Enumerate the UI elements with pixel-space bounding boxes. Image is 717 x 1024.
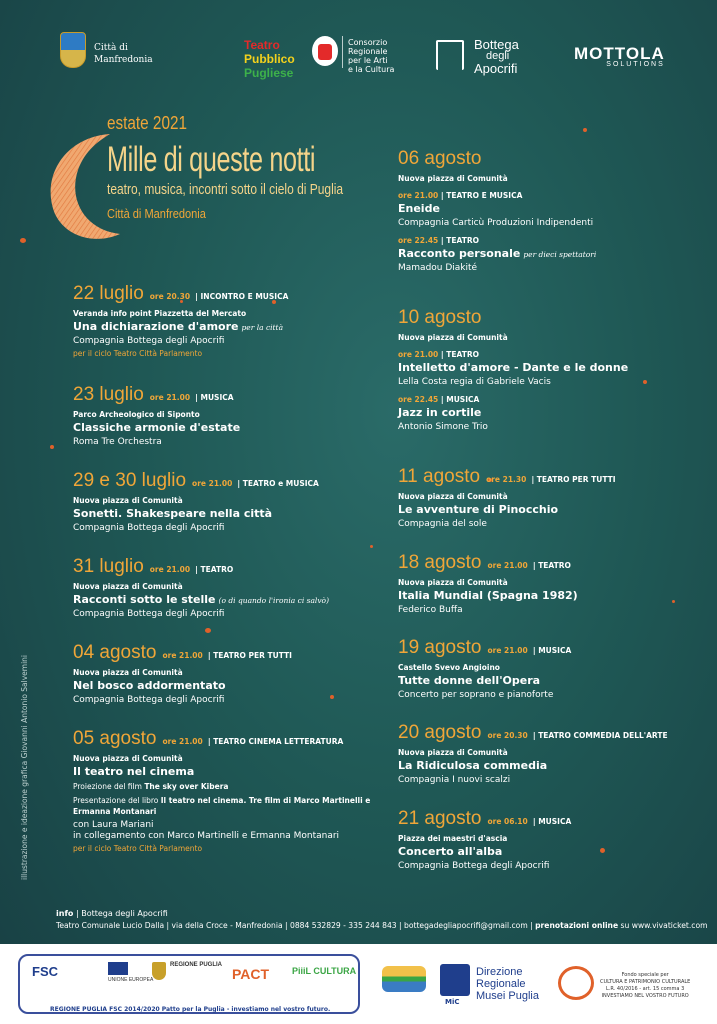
- event-card: 06 agosto Nuova piazza di Comunità ore 21.00 | TEATRO E MUSICA Eneide Compagnia Carticù Produzioni Indipendenti ore 22.45 | TEATRO Racconto personale per dieci spettatori Mamadou Diakité: [398, 148, 597, 273]
- season-label: estate 2021: [107, 113, 187, 133]
- event-card: 19 agosto ore 21.00 | MUSICA Castello Svevo Angioino Tutte donne dell'Opera Concerto per soprano e pianoforte: [398, 637, 572, 700]
- page-title: Mille di queste notti: [107, 140, 316, 179]
- mic-label: MiC: [445, 998, 460, 1006]
- mic-logo-icon: [440, 964, 470, 996]
- tpp-mask-icon: [312, 36, 338, 66]
- event-card: 21 agosto ore 06.10 | MUSICA Piazza dei maestri d'ascia Concerto all'alba Compagnia Bottega degli Apocrifi: [398, 808, 572, 871]
- event-card: 18 agosto ore 21.00 | TEATRO Nuova piazza di Comunità Italia Mundial (Spagna 1982) Federico Buffa: [398, 552, 578, 615]
- divider: [342, 36, 343, 68]
- decorative-speck: [205, 628, 211, 633]
- piiil-logo: PiiiL CULTURA: [292, 966, 357, 976]
- sponsor-footer: [0, 944, 717, 1024]
- decorative-speck: [583, 128, 587, 132]
- pact-logo: PACT: [232, 966, 270, 982]
- sponsor-box: FSC UNIONE EUROPEA REGIONE PUGLIA PACT PiiiL CULTURA REGIONE PUGLIA FSC 2014/2020 Patto per la Puglia - investiamo nel vostro futuro.: [18, 954, 360, 1014]
- ue-logo: UNIONE EUROPEA: [108, 962, 153, 983]
- booking-link[interactable]: su www.vivaticket.com: [620, 921, 708, 930]
- decorative-speck: [20, 238, 26, 243]
- decorative-speck: [50, 445, 54, 449]
- event-card: 29 e 30 luglio ore 21.00 | TEATRO e MUSICA Nuova piazza di Comunità Sonetti. Shakespeare nella città Compagnia Bottega degli Apocrifi: [73, 470, 319, 533]
- decorative-speck: [370, 545, 373, 548]
- header-logos: Città di Manfredonia Teatro Pubblico Pugliese Consorzio Regionale per le Arti e la Cultura Bottega degli Apocrifi MOTTOLA SOLUTIONS: [0, 30, 717, 80]
- event-card: 11 agosto ore 21.30 | TEATRO PER TUTTI Nuova piazza di Comunità Le avventure di Pinocchio Compagnia del sole: [398, 466, 616, 529]
- event-card: 05 agosto ore 21.00 | TEATRO CINEMA LETTERATURA Nuova piazza di Comunità Il teatro nel cinema Proiezione del film The sky over Kibera Presentazione del libro Il teatro nel cinema. Tre film di Marco Martinelli e Ermanna Montanari con Laura Mariani in collegamento con Marco Martinelli e Ermanna Montanari per il ciclo Teatro Città Parlamento: [73, 728, 371, 853]
- fsc-logo: FSC: [32, 964, 58, 979]
- cultura-logo-icon: [558, 966, 594, 1000]
- bottega-mark-icon: [436, 40, 464, 70]
- city-subtitle: Città di Manfredonia: [107, 206, 206, 221]
- tpp-logo: Teatro Pubblico Pugliese: [244, 38, 295, 80]
- event-card: 04 agosto ore 21.00 | TEATRO PER TUTTI Nuova piazza di Comunità Nel bosco addormentato Compagnia Bottega degli Apocrifi: [73, 642, 292, 705]
- page-subtitle: teatro, musica, incontri sotto il cielo di Puglia: [107, 181, 344, 198]
- city-crest-icon: [60, 32, 86, 68]
- event-card: 31 luglio ore 21.00 | TEATRO Nuova piazza di Comunità Racconti sotto le stelle (o di quando l'ironia ci salvò) Compagnia Bottega degli Apocrifi: [73, 556, 329, 619]
- info-block: info | Bottega degli Apocrifi Teatro Comunale Lucio Dalla | via della Croce - Manfredonia | 0884 532829 - 335 244 843 | bottegadegliapocrifi@gmail.com | prenotazioni online su www.vivaticket.com: [56, 909, 708, 930]
- mare-logo-icon: [382, 966, 426, 992]
- event-card: 23 luglio ore 21.00 | MUSICA Parco Archeologico di Siponto Classiche armonie d'estate Roma Tre Orchestra: [73, 384, 241, 447]
- event-card: 10 agosto Nuova piazza di Comunità ore 21.00 | TEATRO Intelletto d'amore - Dante e le donne Lella Costa regia di Gabriele Vacis ore 22.45 | MUSICA Jazz in cortile Antonio Simone Trio: [398, 307, 629, 432]
- consorzio-text: Consorzio Regionale per le Arti e la Cultura: [348, 38, 395, 74]
- illustration-credit: illustrazione e ideazione grafica Giovanni Antonio Salvemini: [20, 654, 29, 880]
- city-logo-text: Città di Manfredonia: [94, 43, 153, 65]
- direzione-label: Direzione Regionale Musei Puglia: [476, 966, 539, 1002]
- mottola-logo: MOTTOLA SOLUTIONS: [574, 44, 665, 68]
- event-card: 20 agosto ore 20.30 | TEATRO COMMEDIA DELL'ARTE Nuova piazza di Comunità La Ridiculosa commedia Compagnia I nuovi scalzi: [398, 722, 668, 785]
- regione-puglia-logo: REGIONE PUGLIA: [152, 962, 166, 980]
- event-card: 22 luglio ore 20.30 | INCONTRO E MUSICA Veranda info point Piazzetta del Mercato Una dichiarazione d'amore per la città Compagnia Bottega degli Apocrifi per il ciclo Teatro Città Parlamento: [73, 283, 289, 358]
- fondo-text: Fondo speciale per CULTURA E PATRIMONIO CULTURALE L.R. 40/2016 - art. 15 comma 3 INVESTIAMO NEL VOSTRO FUTURO: [600, 972, 691, 999]
